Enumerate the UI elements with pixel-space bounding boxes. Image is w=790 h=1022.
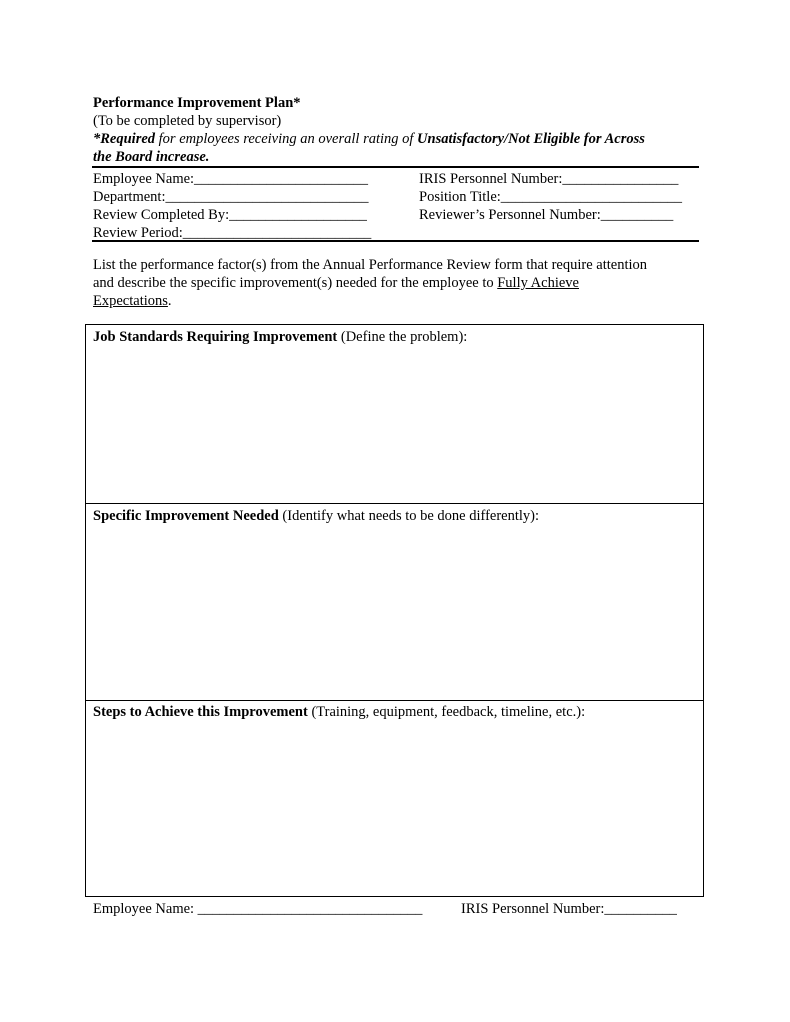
form-title: Performance Improvement Plan*	[93, 95, 301, 111]
footer-employee-name-field[interactable]: Employee Name: _______________________________	[93, 901, 423, 917]
job-standards-heading: Job Standards Requiring Improvement	[93, 329, 338, 345]
header-rule-top	[92, 166, 699, 168]
iris-personnel-number-field[interactable]: IRIS Personnel Number:________________	[419, 171, 679, 187]
employee-name-field[interactable]: Employee Name:________________________	[93, 171, 369, 187]
footer-iris-personnel-number-field[interactable]: IRIS Personnel Number:__________	[461, 901, 677, 917]
job-standards-label	[93, 328, 467, 346]
steps-heading: Steps to Achieve this Improvement	[93, 704, 308, 720]
reviewer-personnel-number-field[interactable]: Reviewer’s Personnel Number:__________	[419, 207, 674, 223]
required-rating: Unsatisfactory/Not Eligible for Across	[417, 131, 645, 147]
steps-hint: (Training, equipment, feedback, timeline, etc.):	[307, 704, 586, 720]
review-completed-by-field[interactable]: Review Completed By:___________________	[93, 207, 367, 223]
steps-input-area[interactable]	[86, 723, 703, 895]
steps-label	[93, 703, 585, 721]
specific-improvement-hint: (Identify what needs to be done differently):	[278, 508, 540, 524]
review-period-field[interactable]: Review Period:__________________________	[93, 225, 372, 241]
required-note	[93, 130, 645, 148]
instructions-line2	[93, 274, 579, 292]
instructions-line1: List the performance factor(s) from the Annual Performance Review form that require attention	[93, 257, 648, 273]
header-rule-bottom	[92, 240, 699, 242]
required-note-line2: the Board increase.	[93, 149, 210, 165]
specific-improvement-heading: Specific Improvement Needed	[93, 508, 279, 524]
job-standards-hint: (Define the problem):	[337, 329, 468, 345]
required-text: for employees receiving an overall rating of	[155, 131, 418, 147]
section-divider-1	[85, 503, 704, 504]
instructions-text: and describe the specific improvement(s) needed for the employee to	[93, 275, 498, 291]
fully-achieve-text: Fully Achieve	[497, 275, 579, 291]
form-subtitle: (To be completed by supervisor)	[93, 113, 282, 129]
section-divider-2	[85, 700, 704, 701]
department-field[interactable]: Department:____________________________	[93, 189, 369, 205]
instructions-period: .	[167, 293, 172, 309]
position-title-field[interactable]: Position Title:_________________________	[419, 189, 683, 205]
specific-improvement-label	[93, 507, 539, 525]
specific-improvement-input-area[interactable]	[86, 527, 703, 699]
expectations-text: Expectations	[93, 293, 168, 309]
required-label: *Required	[93, 131, 156, 147]
instructions-line3	[93, 292, 172, 310]
job-standards-input-area[interactable]	[86, 348, 703, 503]
